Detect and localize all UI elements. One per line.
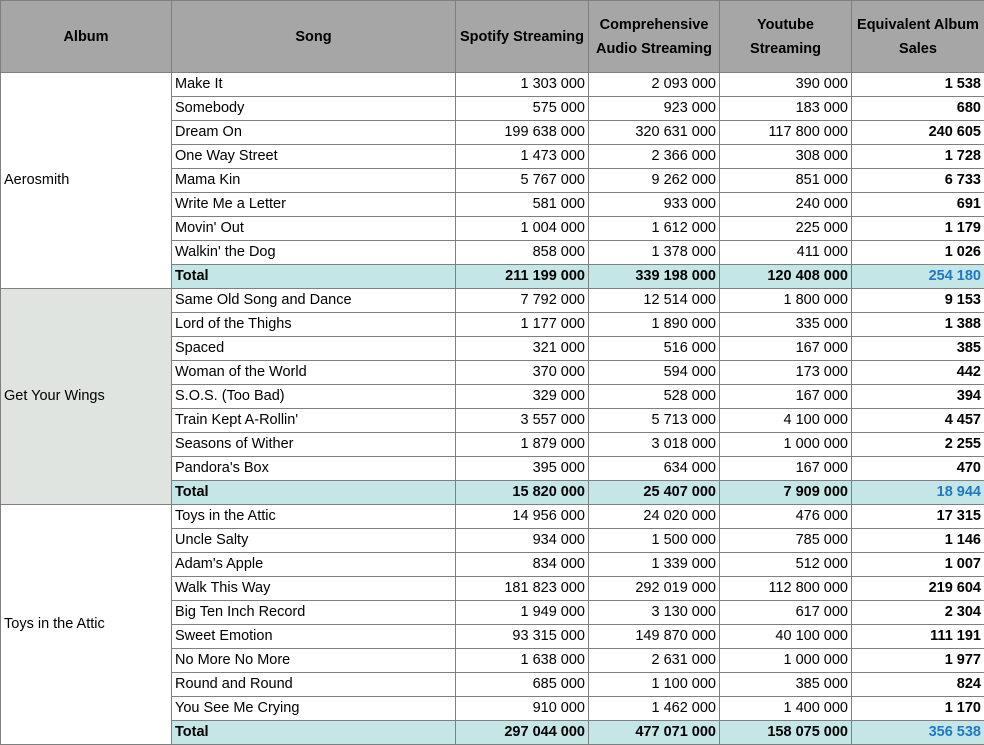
table-body — [1, 73, 984, 745]
spotify-cell: 1 004 000 — [456, 217, 589, 241]
sales-cell: 470 — [852, 457, 984, 481]
song-cell: Write Me a Letter — [172, 193, 456, 217]
spotify-cell: 575 000 — [456, 97, 589, 121]
song-cell: You See Me Crying — [172, 697, 456, 721]
header-song: Song — [172, 1, 456, 73]
youtube-cell: 785 000 — [720, 529, 852, 553]
youtube-cell: 173 000 — [720, 361, 852, 385]
youtube-cell: 4 100 000 — [720, 409, 852, 433]
song-cell: Lord of the Thighs — [172, 313, 456, 337]
youtube-cell: 117 800 000 — [720, 121, 852, 145]
album-cell: Get Your Wings — [1, 289, 172, 505]
youtube-cell: 112 800 000 — [720, 577, 852, 601]
spotify-cell: 395 000 — [456, 457, 589, 481]
sales-cell: 1 179 — [852, 217, 984, 241]
audio-cell: 3 130 000 — [589, 601, 720, 625]
sales-cell: 219 604 — [852, 577, 984, 601]
spotify-cell: 910 000 — [456, 697, 589, 721]
total-youtube-cell: 158 075 000 — [720, 721, 852, 745]
audio-cell: 1 612 000 — [589, 217, 720, 241]
sales-cell: 1 026 — [852, 241, 984, 265]
total-sales-cell: 18 944 — [852, 481, 984, 505]
sales-cell: 240 605 — [852, 121, 984, 145]
spotify-cell: 370 000 — [456, 361, 589, 385]
song-cell: Make It — [172, 73, 456, 97]
youtube-cell: 390 000 — [720, 73, 852, 97]
table-row — [1, 289, 984, 313]
header-youtube: Youtube Streaming — [720, 1, 852, 73]
album-cell: Toys in the Attic — [1, 505, 172, 745]
youtube-cell: 308 000 — [720, 145, 852, 169]
song-cell: Somebody — [172, 97, 456, 121]
spotify-cell: 1 879 000 — [456, 433, 589, 457]
total-song-cell: Total — [172, 481, 456, 505]
song-cell: Walkin' the Dog — [172, 241, 456, 265]
youtube-cell: 240 000 — [720, 193, 852, 217]
header-audio: Comprehensive Audio Streaming — [589, 1, 720, 73]
header-row — [1, 1, 984, 73]
youtube-cell: 385 000 — [720, 673, 852, 697]
song-cell: Adam's Apple — [172, 553, 456, 577]
youtube-cell: 512 000 — [720, 553, 852, 577]
audio-cell: 1 462 000 — [589, 697, 720, 721]
sales-cell: 394 — [852, 385, 984, 409]
youtube-cell: 411 000 — [720, 241, 852, 265]
sales-cell: 824 — [852, 673, 984, 697]
total-youtube-cell: 7 909 000 — [720, 481, 852, 505]
audio-cell: 3 018 000 — [589, 433, 720, 457]
spotify-cell: 1 303 000 — [456, 73, 589, 97]
spotify-cell: 1 638 000 — [456, 649, 589, 673]
youtube-cell: 167 000 — [720, 385, 852, 409]
sales-cell: 4 457 — [852, 409, 984, 433]
sales-cell: 680 — [852, 97, 984, 121]
sales-cell: 17 315 — [852, 505, 984, 529]
sales-cell: 2 304 — [852, 601, 984, 625]
spotify-cell: 934 000 — [456, 529, 589, 553]
song-cell: One Way Street — [172, 145, 456, 169]
sales-cell: 385 — [852, 337, 984, 361]
sales-cell: 1 977 — [852, 649, 984, 673]
youtube-cell: 225 000 — [720, 217, 852, 241]
youtube-cell: 1 400 000 — [720, 697, 852, 721]
song-cell: Movin' Out — [172, 217, 456, 241]
youtube-cell: 617 000 — [720, 601, 852, 625]
spotify-cell: 93 315 000 — [456, 625, 589, 649]
sales-cell: 1 388 — [852, 313, 984, 337]
song-cell: Uncle Salty — [172, 529, 456, 553]
song-cell: Same Old Song and Dance — [172, 289, 456, 313]
audio-cell: 933 000 — [589, 193, 720, 217]
audio-cell: 2 631 000 — [589, 649, 720, 673]
youtube-cell: 1 000 000 — [720, 433, 852, 457]
audio-cell: 1 890 000 — [589, 313, 720, 337]
audio-cell: 5 713 000 — [589, 409, 720, 433]
spotify-cell: 5 767 000 — [456, 169, 589, 193]
song-cell: Woman of the World — [172, 361, 456, 385]
audio-cell: 24 020 000 — [589, 505, 720, 529]
song-cell: Dream On — [172, 121, 456, 145]
audio-cell: 923 000 — [589, 97, 720, 121]
spotify-cell: 1 177 000 — [456, 313, 589, 337]
spotify-cell: 858 000 — [456, 241, 589, 265]
song-cell: Seasons of Wither — [172, 433, 456, 457]
youtube-cell: 1 000 000 — [720, 649, 852, 673]
header-sales: Equivalent Album Sales — [852, 1, 984, 73]
audio-cell: 634 000 — [589, 457, 720, 481]
audio-cell: 320 631 000 — [589, 121, 720, 145]
sales-cell: 6 733 — [852, 169, 984, 193]
sales-cell: 691 — [852, 193, 984, 217]
spotify-cell: 329 000 — [456, 385, 589, 409]
audio-cell: 1 500 000 — [589, 529, 720, 553]
sales-cell: 1 538 — [852, 73, 984, 97]
audio-cell: 1 339 000 — [589, 553, 720, 577]
youtube-cell: 167 000 — [720, 457, 852, 481]
audio-cell: 1 100 000 — [589, 673, 720, 697]
spotify-cell: 7 792 000 — [456, 289, 589, 313]
sales-cell: 1 007 — [852, 553, 984, 577]
song-cell: Spaced — [172, 337, 456, 361]
sales-cell: 1 146 — [852, 529, 984, 553]
youtube-cell: 851 000 — [720, 169, 852, 193]
total-audio-cell: 25 407 000 — [589, 481, 720, 505]
total-sales-cell: 356 538 — [852, 721, 984, 745]
total-sales-cell: 254 180 — [852, 265, 984, 289]
sales-cell: 1 728 — [852, 145, 984, 169]
sales-cell: 1 170 — [852, 697, 984, 721]
header-spotify: Spotify Streaming — [456, 1, 589, 73]
audio-cell: 594 000 — [589, 361, 720, 385]
spotify-cell: 14 956 000 — [456, 505, 589, 529]
header-album: Album — [1, 1, 172, 73]
audio-cell: 9 262 000 — [589, 169, 720, 193]
audio-cell: 1 378 000 — [589, 241, 720, 265]
total-spotify-cell: 297 044 000 — [456, 721, 589, 745]
spotify-cell: 1 949 000 — [456, 601, 589, 625]
youtube-cell: 1 800 000 — [720, 289, 852, 313]
total-song-cell: Total — [172, 265, 456, 289]
youtube-cell: 40 100 000 — [720, 625, 852, 649]
spotify-cell: 3 557 000 — [456, 409, 589, 433]
spotify-cell: 1 473 000 — [456, 145, 589, 169]
youtube-cell: 335 000 — [720, 313, 852, 337]
youtube-cell: 476 000 — [720, 505, 852, 529]
sales-cell: 111 191 — [852, 625, 984, 649]
song-cell: Big Ten Inch Record — [172, 601, 456, 625]
sales-cell: 9 153 — [852, 289, 984, 313]
audio-cell: 2 093 000 — [589, 73, 720, 97]
audio-cell: 516 000 — [589, 337, 720, 361]
sales-cell: 442 — [852, 361, 984, 385]
album-cell: Aerosmith — [1, 73, 172, 289]
audio-cell: 149 870 000 — [589, 625, 720, 649]
song-cell: Train Kept A-Rollin' — [172, 409, 456, 433]
audio-cell: 12 514 000 — [589, 289, 720, 313]
song-cell: Walk This Way — [172, 577, 456, 601]
spotify-cell: 199 638 000 — [456, 121, 589, 145]
youtube-cell: 183 000 — [720, 97, 852, 121]
total-spotify-cell: 211 199 000 — [456, 265, 589, 289]
audio-cell: 528 000 — [589, 385, 720, 409]
audio-cell: 2 366 000 — [589, 145, 720, 169]
total-youtube-cell: 120 408 000 — [720, 265, 852, 289]
song-cell: No More No More — [172, 649, 456, 673]
table-row — [1, 505, 984, 529]
total-audio-cell: 339 198 000 — [589, 265, 720, 289]
total-spotify-cell: 15 820 000 — [456, 481, 589, 505]
song-cell: Pandora's Box — [172, 457, 456, 481]
song-cell: Round and Round — [172, 673, 456, 697]
spotify-cell: 685 000 — [456, 673, 589, 697]
song-cell: Sweet Emotion — [172, 625, 456, 649]
spotify-cell: 181 823 000 — [456, 577, 589, 601]
sales-cell: 2 255 — [852, 433, 984, 457]
audio-cell: 292 019 000 — [589, 577, 720, 601]
total-song-cell: Total — [172, 721, 456, 745]
youtube-cell: 167 000 — [720, 337, 852, 361]
table-row — [1, 73, 984, 97]
song-cell: Toys in the Attic — [172, 505, 456, 529]
spotify-cell: 834 000 — [456, 553, 589, 577]
spotify-cell: 321 000 — [456, 337, 589, 361]
spotify-cell: 581 000 — [456, 193, 589, 217]
total-audio-cell: 477 071 000 — [589, 721, 720, 745]
song-cell: Mama Kin — [172, 169, 456, 193]
song-cell: S.O.S. (Too Bad) — [172, 385, 456, 409]
